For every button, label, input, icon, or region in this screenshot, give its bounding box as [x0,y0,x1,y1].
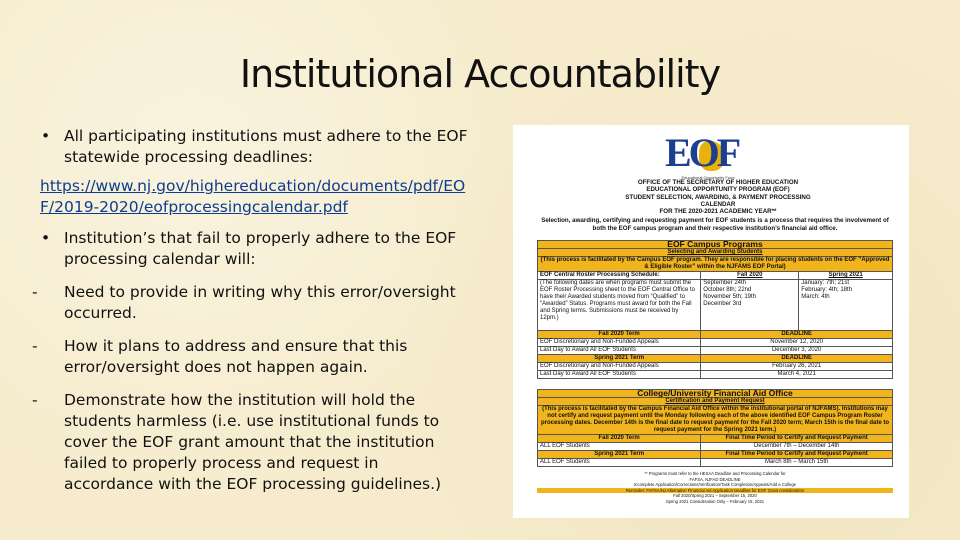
schedule-label: EOF Central Roster Processing Schedule: [538,272,701,280]
date-item: December 3rd [703,301,742,307]
schedule-description: (The following dates are when programs must submit the EOF Roster Processing sheet to the EOF Central Office to have their Awarded students moved from “Qualified” to “Awarded” Status. Programs must award for both the Fall and Spring terms. Submissions must be received by 12pm.) [538,280,701,331]
row-label: Last Day to Award All EOF Students [538,347,701,355]
bullet-marker: • [41,229,51,247]
deadline-label: DEADLINE [701,355,893,363]
dash-text: How it plans to address and ensure that this error/oversight does not happen again. [64,337,408,376]
bullet-text: All participating institutions must adhere to the EOF statewide processing deadlines: [64,127,468,166]
row-label: ALL EOF Students [538,459,701,467]
bullet-marker: • [41,127,51,145]
campus-subheading: Selecting and Awarding Students [538,249,893,257]
processing-calendar-link[interactable]: https://www.nj.gov/highereducation/documents/pdf/EOF/2019-2020/eofprocessingcalendar.pdf [40,177,466,216]
logo-caption: Educational Opportunity Fund [681,175,735,180]
spring-header: Spring 2021 [799,272,893,280]
financial-aid-table [537,389,893,467]
fall-dates [701,280,799,331]
dash-text: Need to provide in writing why this error/oversight occurred. [64,283,456,322]
office-line: OFFICE OF THE SECRETARY OF HIGHER EDUCATION [637,179,799,186]
dash-text: Demonstrate how the institution will hold the students harmless (i.e. use institutional funds to cover the EOF grant amount that the institution failed to properly process and request in accordance with the EOF processing guidelines.) [64,391,442,493]
date-item: September 24th [703,280,746,286]
spring-term-label: Spring 2021 Term [538,451,701,459]
office-line: STUDENT SELECTION, AWARDING, & PAYMENT PROCESSING CALENDAR [625,193,811,208]
date-item: February: 4th; 18th [801,287,852,293]
date-item: October 8th; 22nd [703,287,752,293]
dash-marker: - [32,391,38,409]
college-heading: College/University Financial Aid Office [538,390,893,398]
fall-term-label: Fall 2020 Term [538,331,701,339]
college-subheading: Certification and Payment Request [538,398,893,406]
footnote-line: Incomplete Application/Corrections/Verification/Task Completion/Appeals/Add a College [633,482,796,488]
period-label: Final Time Period to Certify and Request Payment [701,451,893,459]
footnote-line: ** Programs must refer to the HESAA Deadline and Processing Calendar for [644,471,786,476]
eof-calendar-document [513,125,909,518]
footnote-line: Fall 2020/Spring 2021 – September 15, 2020 [673,493,757,499]
footnote-line: Reminder: FAFSA/NJ Alternative Financial Aid Application Deadline for EOF Grant consideration [537,488,893,494]
office-header [613,179,823,215]
dash-marker: - [32,337,38,355]
row-date: December 7th – December 14th [701,443,893,451]
bullet-item [32,126,472,168]
spring-dates [799,280,893,331]
logo-text: EOF [665,130,739,175]
college-note: (This process is facilitated by the Campus Financial Aid Office within the institutional portal of NJFAMS). Institutions may not certify and request payment until the Monday following each of the above identified EOF Campus Program Roster processing dates. December 14th is the final date to request payment for the Fall 2020 term; March 15th is the final date to request payment for the Spring 2021 term.) [538,406,893,435]
row-label: ALL EOF Students [538,443,701,451]
date-item: January: 7th; 21st [801,280,849,286]
footnotes [537,471,893,505]
fall-header: Fall 2020 [701,272,799,280]
row-label: Last Day to Award All EOF Students [538,371,701,379]
campus-note: (This process is facilitated by the Campus EOF program. They are responsible for placing students on the EOF “Approved & Eligible Roster” within the NJFAMS EOF Portal) [538,257,893,272]
bullet-list [32,126,472,507]
date-item: November 5th; 19th [703,294,756,300]
row-date: March 4, 2021 [701,371,893,379]
footnote-line: Spring 2021 Consideration Only – February 15, 2021 [665,498,765,504]
campus-heading: EOF Campus Programs [538,241,893,249]
office-line: EDUCATIONAL OPPORTUNITY PROGRAM (EOF) [646,186,790,194]
deadline-label: DEADLINE [701,331,893,339]
fall-term-label: Fall 2020 Term [538,435,701,443]
date-item: March: 4th [801,294,830,300]
office-line: FOR THE 2020-2021 ACADEMIC YEAR** [659,208,777,216]
bullet-item [32,228,472,270]
row-date: November 12, 2020 [701,339,893,347]
row-label: EOF Discretionary and Non-Funded Appeals [538,339,701,347]
row-date: February 26, 2021 [701,363,893,371]
dash-item [32,282,472,324]
dash-item [32,336,472,378]
campus-programs-table [537,240,893,379]
row-label: EOF Discretionary and Non-Funded Appeals [538,363,701,371]
bullet-text: Institution’s that fail to properly adhere to the EOF processing calendar will: [64,229,457,268]
slide-title: Institutional Accountability [239,52,721,96]
intro-text: Selection, awarding, certifying and requesting payment for EOF students is a process that requires the involvement of both the EOF campus program and their respective institution’s financial aid office. [541,217,889,232]
row-date: March 8th – March 15th [701,459,893,467]
spring-term-label: Spring 2021 Term [538,355,701,363]
eof-logo [663,131,753,179]
dash-marker: - [32,283,38,301]
footnote-line: FAFSA, NJFAD DEADLINE [689,476,741,482]
period-label: Final Time Period to Certify and Request Payment [701,435,893,443]
dash-item [32,390,472,495]
row-date: December 3, 2020 [701,347,893,355]
